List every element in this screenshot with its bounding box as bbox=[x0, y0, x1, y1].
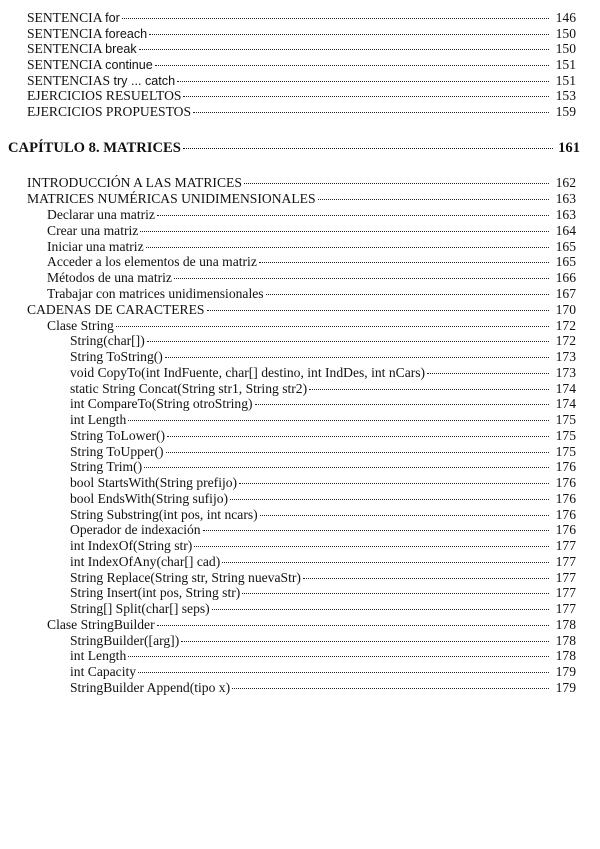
toc-entry-title bbox=[70, 570, 301, 586]
toc-page-number: 161 bbox=[558, 140, 580, 156]
dot-leader bbox=[139, 49, 549, 50]
toc-page-number: 164 bbox=[555, 223, 576, 238]
dot-leader bbox=[303, 578, 549, 579]
toc-entry-title bbox=[70, 491, 228, 507]
toc-entry-label: String Insert(int pos, String str) bbox=[70, 585, 241, 600]
toc-entry bbox=[70, 428, 576, 444]
toc-entry bbox=[27, 88, 576, 104]
toc-entry-label: INTRODUCCIÓN A LAS MATRICES bbox=[27, 175, 242, 190]
toc-entry-title bbox=[70, 444, 164, 460]
dot-leader bbox=[222, 562, 549, 563]
toc-entry bbox=[70, 396, 576, 412]
dot-leader bbox=[212, 609, 549, 610]
toc-entry-title bbox=[70, 412, 126, 428]
toc-entry-label: EJERCICIOS RESUELTOS bbox=[27, 88, 182, 103]
dot-leader bbox=[167, 436, 549, 437]
toc-entry-title bbox=[70, 554, 220, 570]
toc-entry-label: MATRICES NUMÉRICAS UNIDIMENSIONALES bbox=[27, 191, 316, 206]
toc-entry-label: SENTENCIA bbox=[27, 57, 106, 72]
toc-page-number: 176 bbox=[555, 459, 576, 474]
toc-entry-title bbox=[8, 140, 181, 157]
toc-entry-title bbox=[70, 428, 165, 444]
dot-leader bbox=[116, 326, 549, 327]
dot-leader bbox=[242, 593, 549, 594]
dot-leader bbox=[207, 310, 550, 311]
toc-entry-label: int IndexOfAny(char[] cad) bbox=[70, 554, 221, 569]
toc-entry bbox=[70, 349, 576, 365]
toc-entry-title bbox=[70, 601, 210, 617]
toc-entry bbox=[70, 680, 576, 696]
toc-entry-title bbox=[70, 459, 142, 475]
toc-entry-label: Clase String bbox=[47, 318, 114, 333]
toc-entry-keyword: for bbox=[105, 11, 120, 25]
dot-leader bbox=[318, 199, 549, 200]
dot-leader bbox=[146, 247, 549, 248]
toc-entry-label: int IndexOf(String str) bbox=[70, 538, 193, 553]
toc-entry bbox=[47, 239, 576, 255]
dot-leader bbox=[157, 215, 549, 216]
toc-page-number: 150 bbox=[555, 26, 576, 41]
toc-entry-label: int Length bbox=[70, 412, 127, 427]
toc-entry bbox=[27, 26, 576, 42]
toc-entry-label: void CopyTo(int IndFuente, char[] destino, int IndDes, int nCars) bbox=[70, 365, 426, 380]
toc-entry-label: Clase StringBuilder bbox=[47, 617, 155, 632]
dot-leader bbox=[193, 112, 549, 113]
dot-leader bbox=[194, 546, 549, 547]
toc-page-number: 153 bbox=[555, 88, 576, 103]
toc-page-number: 177 bbox=[555, 538, 576, 553]
toc-entry bbox=[70, 585, 576, 601]
toc-page-number: 173 bbox=[555, 365, 576, 380]
toc-page-number: 177 bbox=[555, 554, 576, 569]
toc-entry-title bbox=[47, 239, 144, 255]
toc-entry-keyword: foreach bbox=[105, 27, 148, 41]
dot-leader bbox=[239, 483, 549, 484]
toc-entry-label: Trabajar con matrices unidimensionales bbox=[47, 286, 264, 301]
toc-entry bbox=[70, 554, 576, 570]
toc-entry-label: String Substring(int pos, int ncars) bbox=[70, 507, 258, 522]
toc-entry bbox=[70, 522, 576, 538]
toc-entry-title bbox=[70, 522, 201, 538]
toc-entry bbox=[70, 459, 576, 475]
toc-entry-label: int Length bbox=[70, 648, 127, 663]
toc-page-number: 177 bbox=[555, 601, 576, 616]
toc-entry-title bbox=[27, 26, 147, 42]
toc-entry-title bbox=[47, 318, 114, 334]
toc-page-number: 174 bbox=[555, 381, 576, 396]
dot-leader bbox=[259, 262, 549, 263]
toc-entry-label: StringBuilder Append(tipo x) bbox=[70, 680, 231, 695]
toc-entry-label: Crear una matriz bbox=[47, 223, 139, 238]
toc-entry-label: bool EndsWith(String sufijo) bbox=[70, 491, 229, 506]
dot-leader bbox=[128, 656, 549, 657]
toc-page-number: 146 bbox=[555, 10, 576, 25]
toc-entry-title bbox=[47, 286, 264, 302]
toc-page-number: 162 bbox=[555, 175, 576, 190]
toc-entry-keyword: try ... catch bbox=[113, 74, 176, 88]
toc-entry-title bbox=[70, 507, 258, 523]
dot-leader bbox=[183, 148, 553, 149]
toc-entry-title bbox=[47, 207, 155, 223]
dot-leader bbox=[255, 404, 549, 405]
toc-entry-title bbox=[47, 223, 138, 239]
toc-entry-label: Métodos de una matriz bbox=[47, 270, 172, 285]
dot-leader bbox=[230, 499, 549, 500]
toc-entry bbox=[70, 538, 576, 554]
toc-entry-label: int Capacity bbox=[70, 664, 137, 679]
toc-entry bbox=[47, 286, 576, 302]
toc-page-number: 159 bbox=[555, 104, 576, 119]
toc-entry-title bbox=[70, 381, 307, 397]
toc-entry-title bbox=[70, 664, 136, 680]
toc-entry bbox=[27, 73, 576, 89]
toc-entry-label: String Replace(String str, String nuevaStr) bbox=[70, 570, 301, 585]
toc-entry bbox=[27, 302, 576, 318]
toc-page-number: 173 bbox=[555, 349, 576, 364]
toc-entry-title bbox=[70, 538, 192, 554]
dot-leader bbox=[144, 467, 549, 468]
toc-entry-title bbox=[27, 73, 175, 89]
toc-entry-title bbox=[70, 365, 425, 381]
toc-entry-label: CAPÍTULO 8. MATRICES bbox=[8, 140, 181, 156]
dot-leader bbox=[427, 373, 549, 374]
toc-entry-title bbox=[27, 10, 120, 26]
toc-page-number: 172 bbox=[555, 333, 576, 348]
toc-entry-label: String ToUpper() bbox=[70, 444, 164, 459]
toc-entry bbox=[47, 270, 576, 286]
toc-page-number: 151 bbox=[555, 73, 576, 88]
toc-entry-title bbox=[70, 333, 145, 349]
toc-entry bbox=[70, 633, 576, 649]
toc-entry-label: Operador de indexación bbox=[70, 522, 201, 537]
toc-page-number: 175 bbox=[555, 412, 576, 427]
dot-leader bbox=[203, 530, 549, 531]
toc-entry bbox=[27, 191, 576, 207]
toc-page-number: 179 bbox=[555, 680, 576, 695]
dot-leader bbox=[166, 452, 549, 453]
toc-entry-label: static String Concat(String str1, String str2) bbox=[70, 381, 308, 396]
dot-leader bbox=[147, 341, 549, 342]
dot-leader bbox=[183, 96, 549, 97]
dot-leader bbox=[149, 34, 549, 35]
toc-entry-title bbox=[70, 585, 240, 601]
toc-entry bbox=[70, 491, 576, 507]
toc-entry bbox=[27, 104, 576, 120]
toc-entry-title bbox=[27, 104, 191, 120]
toc-page-number: 175 bbox=[555, 444, 576, 459]
toc-entry-title bbox=[70, 475, 237, 491]
toc-page-number: 176 bbox=[555, 522, 576, 537]
toc-page-number: 172 bbox=[555, 318, 576, 333]
toc-entry bbox=[70, 365, 576, 381]
toc-page-number: 166 bbox=[555, 270, 576, 285]
toc-entry bbox=[70, 648, 576, 664]
dot-leader bbox=[309, 389, 549, 390]
toc-page-number: 176 bbox=[555, 475, 576, 490]
toc-entry-title bbox=[27, 175, 242, 191]
toc-entry-title bbox=[27, 57, 153, 73]
toc-page-number: 165 bbox=[555, 254, 576, 269]
toc-entry-title bbox=[27, 88, 181, 104]
toc-entry-label: StringBuilder([arg]) bbox=[70, 633, 180, 648]
dot-leader bbox=[138, 672, 549, 673]
toc-entry bbox=[70, 664, 576, 680]
dot-leader bbox=[260, 515, 549, 516]
toc-page-number: 151 bbox=[555, 57, 576, 72]
toc-entry-label: int CompareTo(String otroString) bbox=[70, 396, 253, 411]
toc-entry-keyword: break bbox=[105, 42, 137, 56]
toc-entry-keyword: continue bbox=[105, 58, 153, 72]
toc-entry-title bbox=[27, 302, 205, 318]
toc-entry bbox=[27, 41, 576, 57]
toc-page-number: 178 bbox=[555, 648, 576, 663]
dot-leader bbox=[157, 625, 549, 626]
toc-entry-title bbox=[70, 349, 163, 365]
toc-page-number: 177 bbox=[555, 585, 576, 600]
toc-entry-title bbox=[47, 617, 155, 633]
toc-entry-label: SENTENCIAS bbox=[27, 73, 114, 88]
dot-leader bbox=[155, 65, 549, 66]
toc-entry-title bbox=[70, 633, 179, 649]
toc-entry-title bbox=[27, 191, 316, 207]
toc-entry bbox=[47, 617, 576, 633]
toc-entry bbox=[70, 601, 576, 617]
toc-entry-title bbox=[47, 254, 257, 270]
toc-page-number: 176 bbox=[555, 507, 576, 522]
dot-leader bbox=[140, 231, 549, 232]
toc-entry bbox=[70, 475, 576, 491]
toc-entry bbox=[47, 207, 576, 223]
toc-entry bbox=[27, 10, 576, 26]
toc-entry-label: CADENAS DE CARACTERES bbox=[27, 302, 205, 317]
toc-page-number: 178 bbox=[555, 617, 576, 632]
toc-page-number: 178 bbox=[555, 633, 576, 648]
toc-entry-label: bool StartsWith(String prefijo) bbox=[70, 475, 238, 490]
toc-entry bbox=[47, 318, 576, 334]
toc-entry-label: String Trim() bbox=[70, 459, 143, 474]
toc-entry bbox=[70, 444, 576, 460]
toc-page-number: 176 bbox=[555, 491, 576, 506]
toc-page-number: 170 bbox=[555, 302, 576, 317]
toc-entry-label: Iniciar una matriz bbox=[47, 239, 144, 254]
toc-entry bbox=[47, 223, 576, 239]
toc-page-number: 174 bbox=[555, 396, 576, 411]
toc-entry-title bbox=[70, 648, 126, 664]
toc-page-number: 175 bbox=[555, 428, 576, 443]
dot-leader bbox=[244, 183, 549, 184]
chapter-heading bbox=[8, 140, 580, 156]
toc-entry-label: SENTENCIA bbox=[27, 41, 106, 56]
toc-entry-label: SENTENCIA bbox=[27, 10, 106, 25]
toc-entry bbox=[27, 57, 576, 73]
dot-leader bbox=[165, 357, 549, 358]
dot-leader bbox=[177, 81, 549, 82]
toc-entry-label: SENTENCIA bbox=[27, 26, 106, 41]
toc-entry-title bbox=[47, 270, 172, 286]
toc-entry-label: String ToString() bbox=[70, 349, 163, 364]
toc-page-number: 165 bbox=[555, 239, 576, 254]
toc-entry bbox=[70, 381, 576, 397]
toc-entry bbox=[70, 507, 576, 523]
toc-entry bbox=[27, 175, 576, 191]
dot-leader bbox=[266, 294, 549, 295]
toc-entry bbox=[70, 412, 576, 428]
toc-entry bbox=[70, 333, 576, 349]
dot-leader bbox=[174, 278, 549, 279]
toc-entry-label: EJERCICIOS PROPUESTOS bbox=[27, 104, 192, 119]
toc-page-number: 163 bbox=[555, 207, 576, 222]
toc-entry-title bbox=[27, 41, 137, 57]
dot-leader bbox=[181, 641, 549, 642]
toc-entry-label: String ToLower() bbox=[70, 428, 166, 443]
toc-entry bbox=[47, 254, 576, 270]
dot-leader bbox=[232, 688, 549, 689]
toc-entry bbox=[70, 570, 576, 586]
toc-entry-label: String(char[]) bbox=[70, 333, 145, 348]
toc-entry-title bbox=[70, 680, 230, 696]
toc-entry-label: Acceder a los elementos de una matriz bbox=[47, 254, 257, 269]
toc-page-number: 167 bbox=[555, 286, 576, 301]
toc-page-number: 177 bbox=[555, 570, 576, 585]
dot-leader bbox=[128, 420, 549, 421]
toc-entry-title bbox=[70, 396, 253, 412]
dot-leader bbox=[122, 18, 549, 19]
toc-page-number: 179 bbox=[555, 664, 576, 679]
toc-entry-label: Declarar una matriz bbox=[47, 207, 155, 222]
toc-entry-label: String[] Split(char[] seps) bbox=[70, 601, 210, 616]
toc-page-number: 163 bbox=[555, 191, 576, 206]
toc-page-number: 150 bbox=[555, 41, 576, 56]
